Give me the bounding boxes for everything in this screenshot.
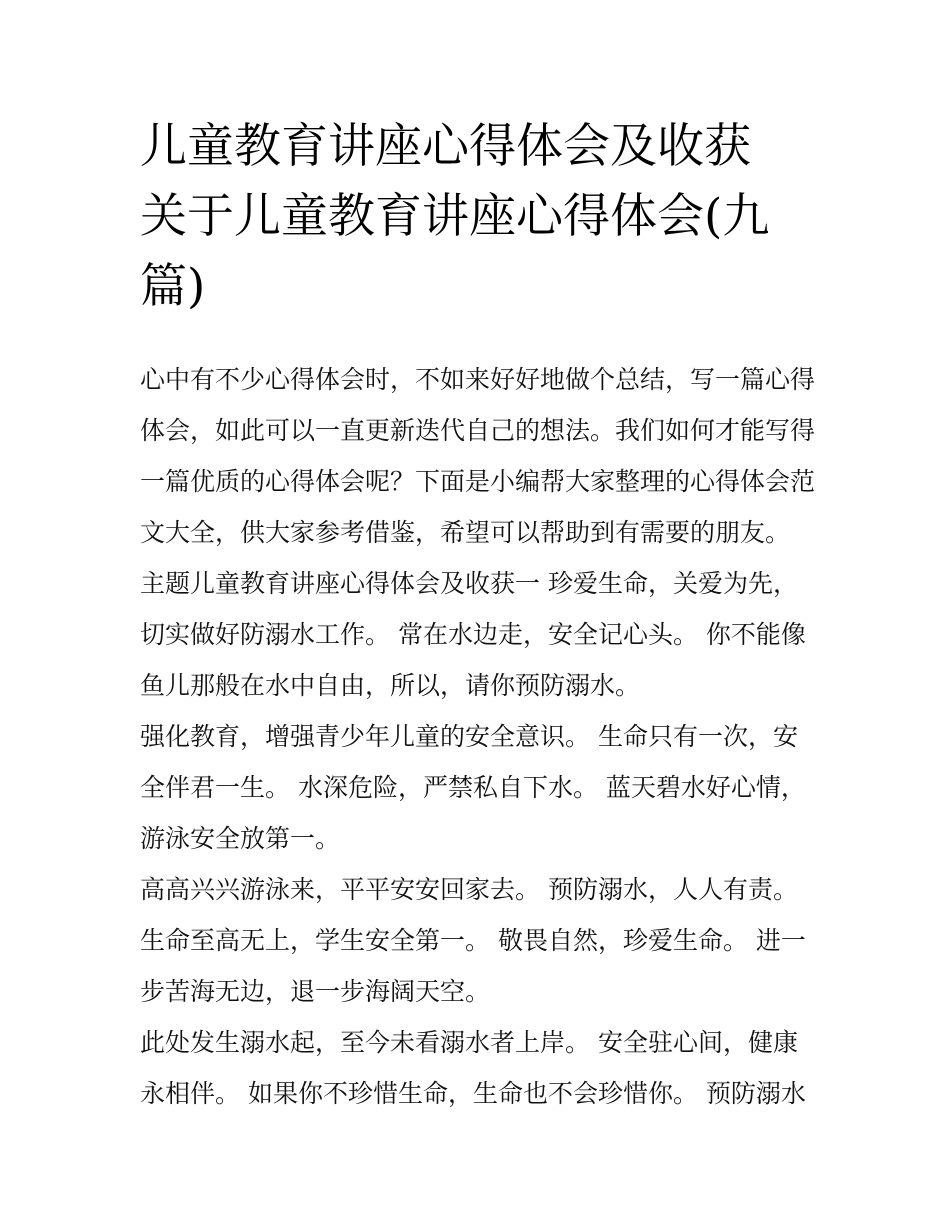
body-line: 体会，如此可以一直更新迭代自己的想法。我们如何才能写得 bbox=[140, 416, 816, 445]
body-line: 心中有不少心得体会时，不如来好好地做个总结，写一篇心得 bbox=[140, 365, 816, 394]
body-line: 全伴君一生。 水深危险，严禁私自下水。 蓝天碧水好心情， bbox=[140, 773, 806, 802]
body-line: 切实做好防溺水工作。 常在水边走，安全记心头。 你不能像 bbox=[140, 620, 806, 649]
body-line: 步苦海无边，退一步海阔天空。 bbox=[140, 977, 491, 1006]
body-line: 文大全，供大家参考借鉴，希望可以帮助到有需要的朋友。 bbox=[140, 518, 791, 547]
body-line: 鱼儿那般在水中自由，所以，请你预防溺水。 bbox=[140, 671, 641, 700]
body-line: 永相伴。 如果你不珍惜生命，生命也不会珍惜你。 预防溺水 bbox=[140, 1079, 806, 1108]
body-line: 强化教育，增强青少年儿童的安全意识。 生命只有一次，安 bbox=[140, 722, 798, 751]
title-line-1: 儿童教育讲座心得体会及收获 bbox=[140, 119, 751, 174]
body-line: 主题儿童教育讲座心得体会及收获一 珍爱生命，关爱为先， bbox=[140, 569, 798, 598]
title-line-2: 关于儿童教育讲座心得体会(九 bbox=[140, 189, 770, 244]
body-line: 游泳安全放第一。 bbox=[140, 824, 341, 853]
body-line: 高高兴兴游泳来，平平安安回家去。 预防溺水，人人有责。 bbox=[140, 875, 798, 904]
document-body bbox=[140, 354, 830, 1119]
body-line: 生命至高无上，学生安全第一。 敬畏自然，珍爱生命。 进一 bbox=[140, 926, 806, 955]
body-line: 一篇优质的心得体会呢？下面是小编帮大家整理的心得体会范 bbox=[140, 467, 816, 496]
title-line-3: 篇) bbox=[140, 259, 206, 314]
document-title bbox=[140, 112, 820, 322]
body-line: 此处发生溺水起，至今未看溺水者上岸。 安全驻心间，健康 bbox=[140, 1028, 798, 1057]
